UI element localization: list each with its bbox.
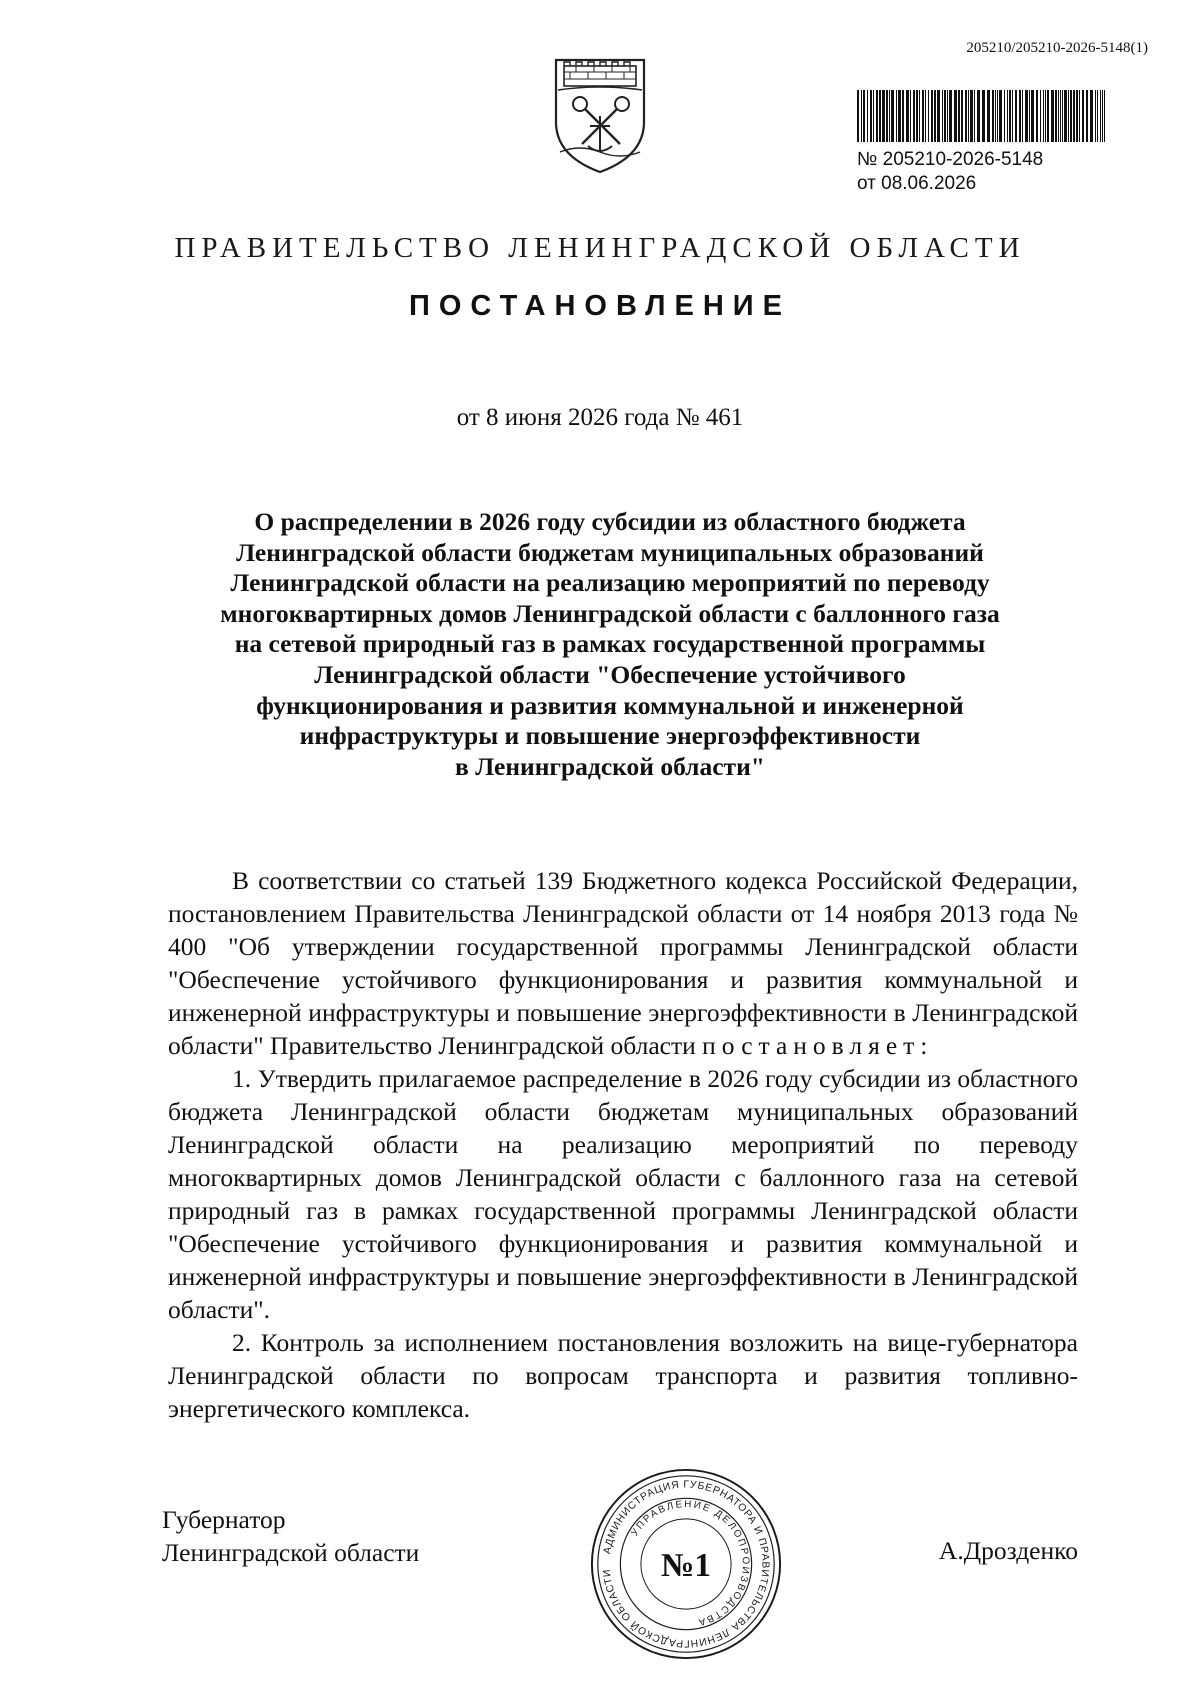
document-type-title: ПОСТАНОВЛЕНИЕ xyxy=(409,290,791,322)
official-seal-stamp xyxy=(588,1466,784,1662)
subject-line: на сетевой природный газ в рамках государственной программы xyxy=(234,629,986,659)
subject-line: функционирования и развития коммунальной и инженерной xyxy=(256,690,964,720)
registration-number: № 205210-2026-5148 xyxy=(857,149,1044,170)
barcode-icon xyxy=(857,90,1105,142)
decree-item-1: 1. Утвердить прилагаемое распределение в 2026 году субсидии из областного бюджета Ленинградской области бюджетам муниципальных образований Ленинградской области на реализацию мероприятий по переводу многоквартирных домов Ленинградской области с баллонного газа на сетевой природный газ в рамках государственной программы Ленинградской области "Обеспечение устойчивого функционирования и развития коммунальной и инженерной инфраструктуры и повышение энергоэффективности в Ленинградской области". xyxy=(168,1064,1078,1324)
subject-line: в Ленинградской области" xyxy=(455,751,765,781)
stamp-inner-text: УПРАВЛЕНИЕ ДЕЛОПРОИЗВОДСТВА xyxy=(629,1499,751,1628)
stamp-center-number: №1 xyxy=(660,1546,712,1584)
decree-subject xyxy=(170,507,1050,782)
stamp-ring-text: АДМИНИСТРАЦИЯ ГУБЕРНАТОРА И ПРАВИТЕЛЬСТВА ЛЕНИНГРАДСКОЙ ОБЛАСТИ xyxy=(601,1479,771,1649)
preamble-paragraph xyxy=(168,864,1078,1062)
government-title: ПРАВИТЕЛЬСТВО ЛЕНИНГРАДСКОЙ ОБЛАСТИ xyxy=(174,232,1026,264)
document-id: 205210/205210-2026-5148(1) xyxy=(966,40,1148,56)
decrees-word: постановляет: xyxy=(702,1031,934,1060)
decree-body xyxy=(168,864,1078,1425)
signer-title-line: Губернатор xyxy=(162,1505,286,1534)
registration-block xyxy=(857,148,1043,196)
subject-line: многоквартирных домов Ленинградской области с баллонного газа xyxy=(220,598,1000,628)
decree-item-2: 2. Контроль за исполнением постановления возложить на вице-губернатора Ленинградской области по вопросам транспорта и развития топливно-энергетического комплекса. xyxy=(168,1328,1078,1423)
leningrad-coat-of-arms-icon xyxy=(550,56,650,176)
signer-name: А.Дрозденко xyxy=(938,1536,1078,1565)
registration-date: от 08.06.2026 xyxy=(857,173,977,194)
subject-line: Ленинградской области бюджетам муниципальных образований xyxy=(236,537,984,567)
document-barcode xyxy=(857,90,1105,142)
subject-line: Ленинградской области на реализацию мероприятий по переводу xyxy=(230,568,990,598)
subject-line: инфраструктуры и повышение энергоэффективности xyxy=(299,721,921,751)
subject-line: Ленинградской области "Обеспечение устойчивого xyxy=(314,659,906,689)
signer-title-line: Ленинградской области xyxy=(162,1538,420,1567)
signer-position xyxy=(162,1503,419,1569)
preamble-text: В соответствии со статьей 139 Бюджетного кодекса Российской Федерации, постановлением Правительства Ленинградской области от 14 ноября 2013 года № 400 "Об утверждении государственной программы Ленинградской области "Обеспечение устойчивого функционирования и развития коммунальной и инженерной инфраструктуры и повышение энергоэффективности в Ленинградской области" Правительство Ленинградской области xyxy=(168,866,1078,1060)
subject-line: О распределении в 2026 году субсидии из областного бюджета xyxy=(254,507,966,536)
decree-date-number: от 8 июня 2026 года № 461 xyxy=(456,404,744,431)
